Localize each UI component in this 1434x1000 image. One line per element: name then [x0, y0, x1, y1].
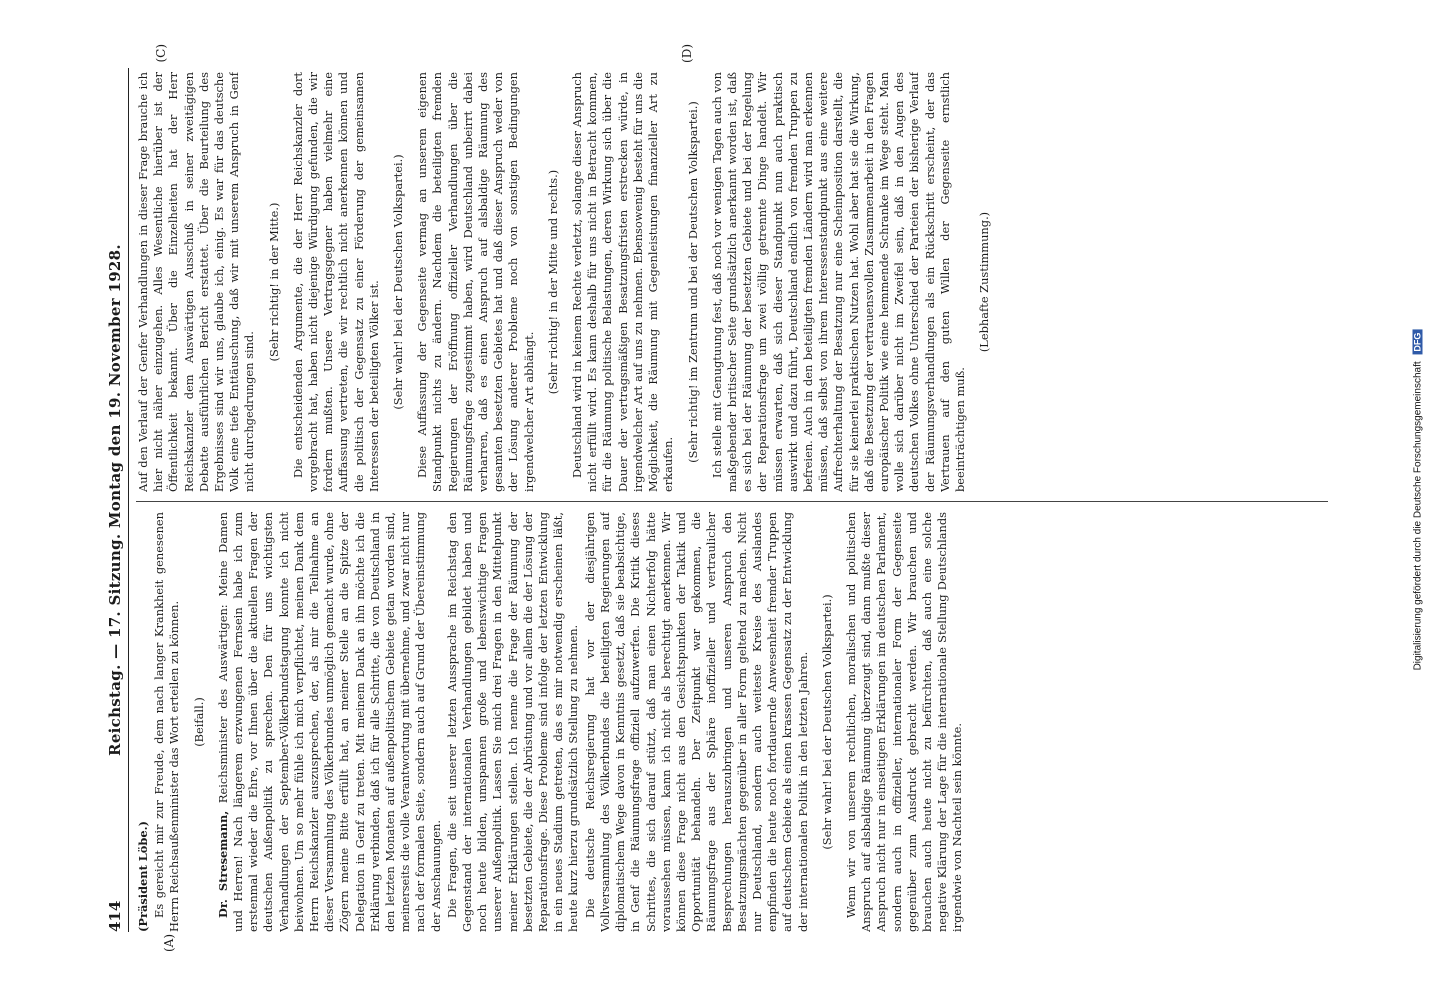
paragraph-text: Reichsminister des Auswärtigen: Meine Damen und Herren! Nach längerem erzwungenen Fernsein habe ich zum erstenmal wieder die Ehre, vor Ihnen über die aktuellen Fragen der deutschen Außenpolitik zu sprechen. Den für uns wichtigsten Verhandlungen der September-Völkerbundstagung konnte ich nicht beiwohnen. Um so mehr fühle ich mich verpflichtet, meinen Dank dem Herrn Reichskanzler auszusprechen, der, als mir die Teilnahme an dieser Versammlung des Völkerbundes unmöglich gemacht wurde, ohne Zögern meine Bitte erfüllt hat, an meiner Stelle an die Spitze der Delegation in Genf zu treten. Mit meinem Dank an ihn möchte ich die Erklärung verbinden, daß ich für alle Schritte, die von Deutschland in den letzten Monaten auf außenpolitischem Gebiete getan worden sind, meinerseits die volle Verantwortung mit übernehme, und zwar nicht nur nach der formalen Seite, sondern auch auf Grund der Übereinstimmung der Anschauungen.: [215, 512, 443, 932]
reaction: (Sehr richtig! im Zentrum und bei der Deutschen Volkspartei.): [685, 101, 700, 463]
paragraph: [216, 512, 444, 932]
paragraph: Diese Auffassung der Gegenseite vermag an unserem eigenen Standpunkt nichts zu ändern. Nachdem die beteiligten fremden Regierungen der Eröffnung offizieller Verhandlungen über die Räumungsfrage zugestimmt haben, wird Deutschland unbeirrt dabei verharren, daß es einen Anspruch auf alsbaldige Räumung des gesamten besetzten Gebietes hat und daß dieser Anspruch weder von der Lösung anderer Probleme noch von sonstigen Bedingungen irgendwelcher Art abhängt.: [415, 72, 536, 492]
paragraph: Auf den Verlauf der Genfer Verhandlungen in dieser Frage brauche ich hier nicht näher einzugehen. Alles Wesentliche hierüber ist der Öffentlichkeit bekannt. Über die Einzelheiten hat der Herr Reichskanzler dem Auswärtigen Ausschuß in seiner zweitägigen Debatte ausführlichen Bericht erstattet. Über die Beurteilung des Ergebnisses sind wir uns, glaube ich, einig. Es war für das deutsche Volk eine tiefe Enttäuschung, daß wir mit unserem Anspruch in Genf nicht durchgedrungen sind.: [136, 72, 257, 492]
margin-marker-c: (C): [154, 44, 168, 63]
reaction: (Sehr richtig! in der Mitte.): [266, 202, 281, 362]
reaction: (Sehr wahr! bei der Deutschen Volkspartei.): [391, 154, 406, 410]
credit-text: Digitalisierung gefördert durch die Deutsche Forschungsgemeinschaft: [1412, 361, 1424, 671]
reaction: (Beifall.): [191, 697, 206, 747]
paragraph: Die Fragen, die seit unserer letzten Aussprache im Reichstag den Gegenstand der internationalen Verhandlungen gebildet haben und noch heute bilden, umspannen große und lebenswichtige Fragen unserer Außenpolitik. Lassen Sie mich drei Fragen in den Mittelpunkt meiner Erklärungen stellen. Ich nenne die Frage der Räumung der besetzten Gebiete, die der Abrüstung und vor allem die der Lösung der Reparationsfrage. Diese Probleme sind infolge der letzten Entwicklung in ein neues Stadium getreten, das es mir notwendig erscheinen läßt, heute kurz hierzu grundsätzlich Stellung zu nehmen.: [444, 512, 581, 932]
paragraph: Es gereicht mir zur Freude, dem nach langer Krankheit genesenen Herrn Reichsaußenminister das Wort erteilen zu können.: [152, 512, 182, 932]
column-divider: [136, 501, 1328, 502]
page-number: 414: [106, 900, 124, 932]
digitization-credit: [1413, 330, 1424, 671]
paragraph: Ich stelle mit Genugtuung fest, daß noch vor wenigen Tagen auch von maßgebender britischer Seite grundsätzlich anerkannt worden ist, daß es sich bei der Räumung der besetzten Gebiete und bei der Regelung der Reparationsfrage um zwei völlig getrennte Dinge handelt. Wir müssen erwarten, daß sich dieser Standpunkt nun auch praktisch auswirkt und dazu führt, Deutschland endlich von fremden Truppen zu befreien. Auch in den beteiligten fremden Ländern wird man erkennen müssen, daß selbst von ihrem Interessenstandpunkt aus eine weitere Aufrechterhaltung der Besatzung nur eine Scheinposition darstellt, die für sie keinerlei praktischen Nutzen hat. Wohl aber hat sie die Wirkung, daß die Besetzung der vertrauensvollen Zusammenarbeit in den Fragen europäischer Politik wie eine hemmende Schranke im Wege steht. Man wolle sich darüber nicht im Zweifel sein, daß in den Augen des deutschen Volkes ohne Unterschied der Parteien der bisherige Verlauf der Räumungsverhandlungen als ein Rückschritt erscheint, der das Vertrauen auf den guten Willen der Gegenseite ernstlich beeinträchtigen muß.: [709, 72, 967, 492]
right-column: [136, 72, 1328, 492]
margin-marker-a: (A): [162, 933, 176, 952]
page-title: Reichstag. — 17. Sitzung. Montag den 19. November 1928.: [106, 244, 124, 756]
left-column: [136, 512, 1328, 932]
page-header: [102, 68, 129, 932]
paragraph: Deutschland wird in keinem Rechte verletzt, solange dieser Anspruch nicht erfüllt wird. Es kann deshalb für uns nicht in Betracht kommen, für die Räumung politische Belastungen, deren Wirkung sich über die Dauer der vertragsmäßigen Besatzungsfristen erstrecken würde, in irgendwelcher Art auf uns zu nehmen. Ebensowenig besteht für uns die Möglichkeit, die Räumung mit Gegenleistungen finanzieller Art zu erkaufen.: [570, 72, 676, 492]
paragraph: Die deutsche Reichsregierung hat vor der diesjährigen Vollversammlung des Völkerbundes die beteiligten Regierungen auf diplomatischem Wege davon in Kenntnis gesetzt, daß sie beabsichtige, in Genf die Räumungsfrage offiziell aufzuwerfen. Die Kritik dieses Schrittes, die sich darauf stützt, daß man einen Nichterfolg hätte voraussehen müssen, kann ich nicht als berechtigt anerkennen. Wir können diese Frage nicht aus den Gesichtspunkten der Taktik und Opportunität behandeln. Der Zeitpunkt war gekommen, die Räumungsfrage aus der Sphäre inoffizieller und vertraulicher Besprechungen herauszubringen und unseren Anspruch den Besatzungsmächten gegenüber in aller Form geltend zu machen. Nicht nur Deutschland, sondern auch weiteste Kreise des Auslandes empfinden die heute noch fortdauernde Anwesenheit fremder Truppen auf deutschem Gebiete als einen krassen Gegensatz zu der Entwicklung der internationalen Politik in den letzten Jahren.: [582, 512, 810, 932]
paragraph: Wenn wir von unserem rechtlichen, moralischen und politischen Anspruch auf alsbaldige Räumung überzeugt sind, dann mußte dieser Anspruch nicht nur in einseitigen Erklärungen im deutschen Parlament, sondern auch in offizieller, internationaler Form der Gegenseite gegenüber zum Ausdruck gebracht werden. Wir brauchen und brauchen auch heute nicht zu befürchten, daß auch eine solche negative Klärung der Lage für die internationale Stellung Deutschlands irgendwie von Nachteil sein könnte.: [843, 512, 965, 932]
reaction: (Lebhafte Zustimmung.): [977, 211, 992, 353]
paragraph: Die entscheidenden Argumente, die der Herr Reichskanzler dort vorgebracht hat, haben nicht diejenige Würdigung gefunden, die wir fordern mußten. Unsere Vertragsgegner haben vielmehr eine Auffassung vertreten, die wir rechtlich nicht anerkennen können und die politisch der Gegensatz zu einer Förderung der gemeinsamen Interessen der beteiligten Völker ist.: [290, 72, 381, 492]
dfg-logo: DFG: [1413, 330, 1423, 355]
margin-marker-d: (D): [680, 44, 694, 63]
reaction: (Sehr richtig! in der Mitte und rechts.): [545, 169, 560, 395]
rotated-page: [92, 44, 1342, 952]
speaker-name: Dr. Stresemann,: [215, 810, 230, 918]
reaction: (Sehr wahr! bei der Deutschen Volkspartei.): [819, 594, 834, 850]
speaker-label: (Präsident Löbe.): [136, 821, 150, 932]
